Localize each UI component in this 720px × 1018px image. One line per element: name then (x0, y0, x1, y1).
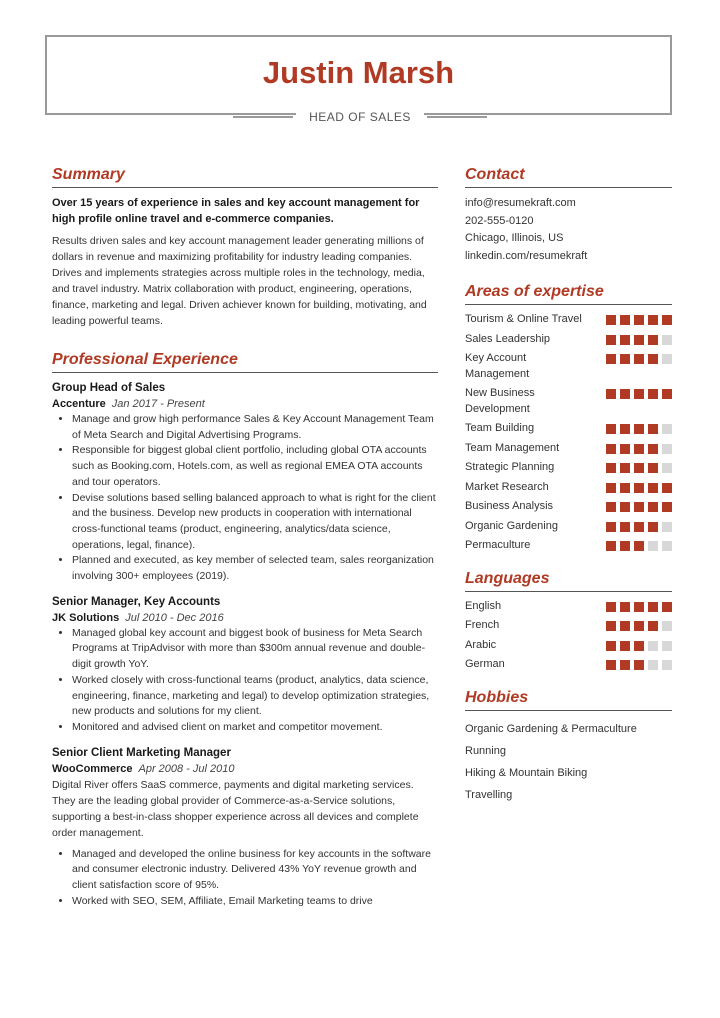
rating-dot-filled (662, 602, 672, 612)
rating-dot-empty (662, 621, 672, 631)
rating-dot-filled (648, 602, 658, 612)
rating-dot-filled (606, 424, 616, 434)
rating-dot-filled (606, 660, 616, 670)
hobbies-heading: Hobbies (465, 689, 672, 711)
job-entry (52, 745, 438, 910)
rating-dot-filled (634, 389, 644, 399)
rating-dot-filled (620, 602, 630, 612)
rating-dot-filled (606, 463, 616, 473)
rating-dot-filled (606, 641, 616, 651)
expertise-section (465, 283, 672, 554)
language-rating (606, 660, 672, 670)
expertise-rating (606, 502, 672, 512)
company-name: JK Solutions (52, 611, 120, 624)
rating-dot-filled (606, 621, 616, 631)
expertise-rating (606, 315, 672, 325)
job-dates: Jul 2010 - Dec 2016 (125, 611, 224, 624)
rating-dot-filled (606, 522, 616, 532)
rating-dot-filled (634, 424, 644, 434)
rating-dot-filled (648, 389, 658, 399)
rating-dot-empty (662, 335, 672, 345)
language-rating (606, 621, 672, 631)
experience-heading: Professional Experience (52, 351, 438, 373)
job-bullet: • Worked closely with cross-functional teams (product, analytics, data science, engineering, finance, marketing and legal) to develop optimization strategies, new products and solutions for my client. (72, 673, 438, 720)
languages-section (465, 570, 672, 673)
contact-heading: Contact (465, 166, 672, 188)
job-dates: Jan 2017 - Present (111, 398, 205, 410)
expertise-rating (606, 463, 672, 473)
expertise-rating (606, 354, 672, 364)
rating-dot-filled (620, 621, 630, 631)
rating-dot-filled (620, 660, 630, 670)
rating-dot-filled (620, 541, 630, 551)
contact-email[interactable]: info@resumekraft.com (465, 197, 576, 209)
expertise-rating (606, 522, 672, 532)
rating-dot-filled (634, 621, 644, 631)
job-dates: Apr 2008 - Jul 2010 (138, 762, 235, 775)
job-bullets (52, 412, 438, 585)
expertise-rating (606, 483, 672, 493)
job-title: Senior Manager, Key Accounts (52, 595, 221, 608)
job-entry (52, 380, 438, 585)
rating-dot-filled (634, 444, 644, 454)
contact-location: Chicago, Illinois, US (465, 232, 564, 244)
expertise-row (465, 519, 672, 535)
languages-heading: Languages (465, 570, 672, 592)
job-bullet: • Planned and executed, as key member of selected team, sales reorganization involving 300+ employees (2019). (72, 553, 438, 584)
language-rating (606, 602, 672, 612)
job-bullet: • Devise solutions based selling balanced approach to what is right for the client and the business. Develop new products in cooperation with international cross-functional teams (product, engineering, analytics/data science, operations, legal, finance). (72, 491, 438, 554)
job-entry (52, 594, 438, 736)
rating-dot-filled (648, 315, 658, 325)
rating-dot-filled (620, 424, 630, 434)
expertise-label: Tourism & Online Travel (465, 313, 582, 325)
job-bullets (52, 847, 438, 910)
rating-dot-filled (648, 354, 658, 364)
rating-dot-filled (606, 335, 616, 345)
rating-dot-filled (634, 483, 644, 493)
language-label: French (465, 619, 500, 631)
rating-dot-filled (648, 335, 658, 345)
header-divider-right (427, 116, 487, 118)
expertise-list (465, 312, 672, 554)
rating-dot-filled (634, 641, 644, 651)
rating-dot-filled (634, 335, 644, 345)
rating-dot-filled (662, 483, 672, 493)
rating-dot-filled (634, 522, 644, 532)
expertise-row (465, 312, 672, 328)
rating-dot-empty (648, 541, 658, 551)
expertise-row (465, 441, 672, 457)
job-bullet: • Managed global key account and biggest book of business for Meta Search Programs at TripAdvisor with more than $300m annual revenue and double-digit growth YoY. (72, 626, 438, 673)
rating-dot-filled (620, 389, 630, 399)
language-row (465, 618, 672, 634)
expertise-row (465, 332, 672, 348)
rating-dot-filled (634, 315, 644, 325)
rating-dot-filled (620, 641, 630, 651)
rating-dot-filled (620, 444, 630, 454)
rating-dot-filled (606, 502, 616, 512)
expertise-label: Key Account Management (465, 352, 530, 380)
rating-dot-empty (662, 522, 672, 532)
rating-dot-filled (634, 463, 644, 473)
job-bullets (52, 626, 438, 736)
hobbies-section (465, 689, 672, 806)
rating-dot-empty (662, 354, 672, 364)
job-meta (52, 610, 438, 626)
languages-list (465, 599, 672, 673)
rating-dot-filled (662, 389, 672, 399)
rating-dot-filled (620, 315, 630, 325)
rating-dot-filled (634, 354, 644, 364)
expertise-label: Team Building (465, 422, 535, 434)
rating-dot-filled (606, 483, 616, 493)
rating-dot-empty (662, 463, 672, 473)
expertise-label: Strategic Planning (465, 461, 555, 473)
language-row (465, 599, 672, 615)
expertise-rating (606, 335, 672, 345)
company-name: Accenture (52, 398, 106, 410)
rating-dot-filled (662, 502, 672, 512)
expertise-label: Permaculture (465, 539, 531, 551)
contact-section (465, 166, 672, 265)
job-title: Group Head of Sales (52, 382, 166, 394)
expertise-rating (606, 541, 672, 551)
rating-dot-filled (648, 463, 658, 473)
summary-section (52, 166, 438, 329)
candidate-name: Justin Marsh (262, 55, 455, 90)
header-divider-left (233, 116, 293, 118)
hobby-item: Running (465, 744, 506, 757)
expertise-label: Organic Gardening (465, 519, 558, 532)
hobby-item: Hiking & Mountain Biking (465, 766, 588, 779)
name-box (45, 35, 672, 115)
rating-dot-empty (662, 660, 672, 670)
left-column (52, 166, 438, 909)
job-meta (52, 761, 438, 777)
language-row (465, 657, 672, 673)
rating-dot-filled (634, 541, 644, 551)
rating-dot-filled (606, 602, 616, 612)
expertise-rating (606, 424, 672, 434)
contact-linkedin[interactable]: linkedin.com/resumekraft (465, 249, 588, 262)
job-bullet: • Responsible for biggest global client portfolio, including global OTA accounts such as Booking.com, Hotels.com, as well as regional EMEA OTA accounts and tour operators. (72, 443, 438, 490)
expertise-label: Business Analysis (465, 500, 554, 512)
rating-dot-filled (620, 463, 630, 473)
job-bullet: • Monitored and advised client on market and competitor movement. (72, 720, 438, 736)
expertise-rating (606, 389, 672, 399)
rating-dot-empty (648, 641, 658, 651)
summary-body: Results driven sales and key account management leader generating millions of dollars in revenue and maximizing profitability for industry leading companies. Drives and implements strategies across multiple roles in the technology, media, and travel industry. Matrix collaboration with product, engineering, operations, finance, marketing and legal. Driven achiever known for building, motivating, and leading powerful teams. (52, 235, 427, 327)
hobby-item: Travelling (465, 788, 513, 801)
language-label: Arabic (465, 638, 497, 651)
rating-dot-filled (648, 424, 658, 434)
rating-dot-filled (648, 483, 658, 493)
expertise-row (465, 386, 672, 417)
language-row (465, 638, 672, 654)
expertise-row (465, 538, 672, 554)
rating-dot-empty (648, 660, 658, 670)
job-bullet: • Worked with SEO, SEM, Affiliate, Email Marketing teams to drive (72, 894, 438, 910)
rating-dot-filled (620, 335, 630, 345)
job-description: Digital River offers SaaS commerce, payments and digital marketing services. They are the leading global provider of Commerce-as-a-Service solutions, supporting a best-in-class shopper experience across all devices and complete order management. (52, 778, 419, 839)
expertise-label: Sales Leadership (465, 332, 551, 345)
expertise-row (465, 421, 672, 437)
expertise-row (465, 480, 672, 496)
rating-dot-filled (648, 621, 658, 631)
rating-dot-filled (606, 389, 616, 399)
expertise-row (465, 499, 672, 515)
rating-dot-filled (634, 660, 644, 670)
job-bullet: • Manage and grow high performance Sales & Key Account Management Team of Meta Search and Digital Advertising Programs. (72, 412, 438, 443)
summary-lead: Over 15 years of experience in sales and key account management for high profile online travel and e-commerce companies. (52, 197, 420, 225)
contact-phone: 202-555-0120 (465, 214, 534, 227)
right-column (465, 166, 672, 806)
rating-dot-filled (620, 354, 630, 364)
hobby-item: Organic Gardening & Permaculture (465, 722, 637, 735)
rating-dot-filled (606, 541, 616, 551)
summary-heading: Summary (52, 166, 438, 188)
expertise-label: New Business Development (465, 387, 535, 415)
rating-dot-filled (620, 502, 630, 512)
job-title: Senior Client Marketing Manager (52, 746, 231, 759)
job-bullet: • Managed and developed the online business for key accounts in the software and consumer electronic industry. Delivered 43% YoY revenue growth and client satisfaction score of 95%. (72, 847, 438, 894)
company-name: WooCommerce (52, 762, 133, 775)
language-rating (606, 641, 672, 651)
rating-dot-filled (606, 315, 616, 325)
language-label: German (465, 658, 505, 670)
rating-dot-filled (634, 602, 644, 612)
rating-dot-empty (662, 641, 672, 651)
rating-dot-filled (648, 444, 658, 454)
job-title-banner: HEAD OF SALES (296, 108, 424, 126)
rating-dot-empty (662, 541, 672, 551)
job-meta (52, 396, 438, 412)
expertise-row (465, 460, 672, 476)
rating-dot-filled (648, 522, 658, 532)
expertise-heading: Areas of expertise (465, 283, 672, 305)
rating-dot-empty (662, 424, 672, 434)
rating-dot-filled (648, 502, 658, 512)
rating-dot-filled (620, 522, 630, 532)
expertise-row (465, 351, 672, 382)
language-label: English (465, 599, 502, 612)
expertise-label: Market Research (465, 480, 549, 493)
expertise-rating (606, 444, 672, 454)
experience-section (52, 351, 438, 909)
rating-dot-filled (662, 315, 672, 325)
rating-dot-filled (606, 354, 616, 364)
rating-dot-filled (620, 483, 630, 493)
expertise-label: Team Management (465, 441, 560, 454)
rating-dot-empty (662, 444, 672, 454)
rating-dot-filled (634, 502, 644, 512)
rating-dot-filled (606, 444, 616, 454)
